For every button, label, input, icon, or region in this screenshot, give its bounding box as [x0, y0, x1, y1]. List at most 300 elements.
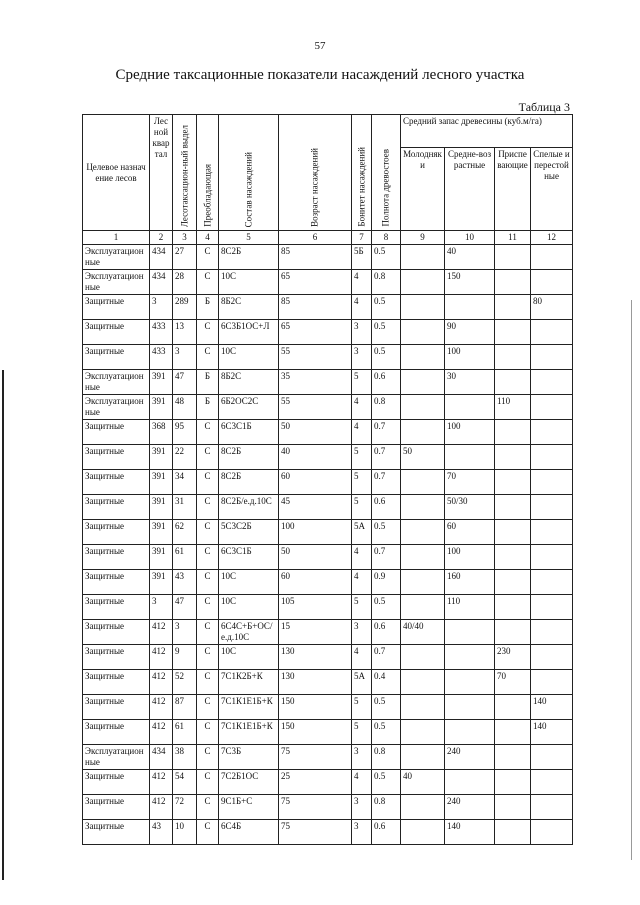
header-purpose: Целевое назначение лесов: [83, 115, 150, 231]
table-cell: 45: [279, 495, 352, 520]
table-cell: 0.6: [372, 370, 401, 395]
table-cell: 391: [150, 395, 173, 420]
table-cell: С: [197, 495, 219, 520]
table-cell: 6С3С1Б: [219, 420, 279, 445]
table-cell: 391: [150, 470, 173, 495]
table-cell: 5А: [352, 520, 372, 545]
table-cell: 50: [279, 545, 352, 570]
table-cell: 50: [279, 420, 352, 445]
column-number: 8: [372, 231, 401, 245]
table-cell: 6С4Б: [219, 820, 279, 845]
table-cell: 4: [352, 645, 372, 670]
table-cell: [531, 620, 573, 645]
table-cell: 0.9: [372, 570, 401, 595]
table-cell: 130: [279, 645, 352, 670]
table-cell: 9: [173, 645, 197, 670]
table-cell: 0.7: [372, 645, 401, 670]
table-cell: 110: [445, 595, 495, 620]
header-bonitet: Бонитет насаждений: [352, 115, 372, 231]
table-cell: [531, 370, 573, 395]
table-cell: 230: [495, 645, 531, 670]
table-cell: 3: [352, 320, 372, 345]
header-age: Возраст насаждений: [279, 115, 352, 231]
table-cell: 434: [150, 270, 173, 295]
table-cell: 0.5: [372, 295, 401, 320]
table-cell: [445, 445, 495, 470]
table-cell: [531, 345, 573, 370]
table-cell: 7С1К2Б+К: [219, 670, 279, 695]
table-cell: 3: [173, 345, 197, 370]
table-cell: 140: [445, 820, 495, 845]
table-cell: 0.4: [372, 670, 401, 695]
table-cell: [445, 770, 495, 795]
table-cell: С: [197, 695, 219, 720]
column-number: 4: [197, 231, 219, 245]
table-row: [83, 670, 573, 695]
table-cell: 4: [352, 395, 372, 420]
table-cell: Б: [197, 395, 219, 420]
table-cell: Защитные: [83, 520, 150, 545]
table-cell: [531, 270, 573, 295]
table-cell: С: [197, 670, 219, 695]
table-cell: 412: [150, 720, 173, 745]
table-cell: 54: [173, 770, 197, 795]
table-cell: С: [197, 795, 219, 820]
table-cell: [531, 595, 573, 620]
table-cell: 8С2Б: [219, 470, 279, 495]
table-cell: Защитные: [83, 495, 150, 520]
table-cell: 0.8: [372, 745, 401, 770]
table-cell: 85: [279, 245, 352, 270]
table-cell: 0.6: [372, 820, 401, 845]
table-cell: 0.6: [372, 495, 401, 520]
table-cell: [495, 445, 531, 470]
table-cell: С: [197, 520, 219, 545]
table-row: [83, 795, 573, 820]
table-cell: 391: [150, 495, 173, 520]
table-cell: 4: [352, 295, 372, 320]
table-cell: [495, 770, 531, 795]
table-cell: [495, 695, 531, 720]
table-cell: 6С3Б1ОС+Л: [219, 320, 279, 345]
table-cell: 55: [279, 395, 352, 420]
table-cell: Эксплуатационные: [83, 245, 150, 270]
table-cell: 70: [445, 470, 495, 495]
table-cell: [531, 545, 573, 570]
table-cell: 0.5: [372, 345, 401, 370]
table-cell: 60: [279, 470, 352, 495]
table-row: [83, 420, 573, 445]
table-cell: 434: [150, 745, 173, 770]
table-cell: 0.5: [372, 245, 401, 270]
table-cell: [401, 495, 445, 520]
table-cell: [445, 620, 495, 645]
table-cell: [531, 445, 573, 470]
table-cell: Б: [197, 295, 219, 320]
header-quarter: Лесной квартал: [150, 115, 173, 231]
table-cell: 368: [150, 420, 173, 445]
table-cell: 0.6: [372, 620, 401, 645]
table-cell: 4: [352, 770, 372, 795]
table-cell: 412: [150, 620, 173, 645]
table-cell: [495, 295, 531, 320]
table-cell: [531, 820, 573, 845]
table-cell: С: [197, 245, 219, 270]
table-cell: 25: [279, 770, 352, 795]
table-cell: 4: [352, 420, 372, 445]
table-cell: 10С: [219, 270, 279, 295]
table-row: [83, 320, 573, 345]
table-cell: [445, 695, 495, 720]
table-cell: 75: [279, 745, 352, 770]
table-row: [83, 445, 573, 470]
table-cell: 5: [352, 470, 372, 495]
table-cell: [531, 495, 573, 520]
table-cell: С: [197, 595, 219, 620]
table-cell: 30: [445, 370, 495, 395]
table-cell: 15: [279, 620, 352, 645]
table-cell: 412: [150, 670, 173, 695]
column-number-row: [83, 231, 573, 245]
table-cell: 60: [279, 570, 352, 595]
table-cell: 61: [173, 720, 197, 745]
table-cell: 50: [401, 445, 445, 470]
table-cell: 43: [173, 570, 197, 595]
column-number: 12: [531, 231, 573, 245]
table-cell: [445, 295, 495, 320]
table-cell: 75: [279, 820, 352, 845]
table-cell: 40: [279, 445, 352, 470]
table-row: [83, 245, 573, 270]
table-cell: С: [197, 820, 219, 845]
header-density: Полнота древостоев: [372, 115, 401, 231]
table-cell: 100: [445, 420, 495, 445]
table-cell: Защитные: [83, 720, 150, 745]
table-cell: 0.5: [372, 695, 401, 720]
table-cell: Эксплуатационные: [83, 745, 150, 770]
table-cell: С: [197, 470, 219, 495]
table-cell: [495, 520, 531, 545]
table-cell: Защитные: [83, 295, 150, 320]
table-cell: 5С3С2Б: [219, 520, 279, 545]
table-cell: [531, 795, 573, 820]
page-title: Средние таксационные показатели насаждений лесного участка: [115, 67, 525, 83]
table-cell: 50/30: [445, 495, 495, 520]
table-cell: 0.7: [372, 545, 401, 570]
header-dominant: Преобладающая: [197, 115, 219, 231]
table-cell: 0.5: [372, 720, 401, 745]
table-cell: 65: [279, 320, 352, 345]
table-cell: 22: [173, 445, 197, 470]
table-row: [83, 720, 573, 745]
table-cell: 5Б: [352, 245, 372, 270]
table-cell: [531, 395, 573, 420]
table-cell: С: [197, 545, 219, 570]
table-cell: 95: [173, 420, 197, 445]
forest-table: [82, 114, 573, 845]
table-cell: [531, 745, 573, 770]
table-row: [83, 595, 573, 620]
table-cell: 9С1Б+С: [219, 795, 279, 820]
table-cell: 4: [352, 270, 372, 295]
table-cell: Защитные: [83, 620, 150, 645]
table-cell: 150: [445, 270, 495, 295]
table-cell: [401, 245, 445, 270]
table-cell: Защитные: [83, 795, 150, 820]
table-cell: 10: [173, 820, 197, 845]
table-cell: 40: [401, 770, 445, 795]
table-cell: 7С2Б1ОС: [219, 770, 279, 795]
table-cell: 10С: [219, 570, 279, 595]
table-cell: [531, 770, 573, 795]
table-row: [83, 820, 573, 845]
header-composition: Состав насаждений: [219, 115, 279, 231]
table-cell: Защитные: [83, 645, 150, 670]
table-cell: [401, 820, 445, 845]
table-cell: [531, 245, 573, 270]
table-cell: [495, 720, 531, 745]
table-cell: 412: [150, 645, 173, 670]
table-cell: 240: [445, 795, 495, 820]
table-row: [83, 695, 573, 720]
table-row: [83, 395, 573, 420]
header-stock-group: Средний запас древесины (куб.м/га): [401, 115, 573, 148]
table-cell: 140: [531, 720, 573, 745]
table-cell: Эксплуатационные: [83, 370, 150, 395]
table-cell: 60: [445, 520, 495, 545]
column-number: 11: [495, 231, 531, 245]
table-cell: С: [197, 770, 219, 795]
table-cell: 13: [173, 320, 197, 345]
table-cell: 8Б2С: [219, 295, 279, 320]
table-cell: 38: [173, 745, 197, 770]
table-cell: [401, 270, 445, 295]
table-cell: 5: [352, 720, 372, 745]
table-cell: [401, 570, 445, 595]
table-cell: 7С1К1Е1Б+К: [219, 695, 279, 720]
table-cell: 10С: [219, 645, 279, 670]
table-cell: 3: [150, 595, 173, 620]
table-cell: 0.7: [372, 420, 401, 445]
table-cell: 434: [150, 245, 173, 270]
table-row: [83, 570, 573, 595]
table-cell: [495, 270, 531, 295]
table-cell: Защитные: [83, 595, 150, 620]
table-cell: 412: [150, 795, 173, 820]
table-cell: 105: [279, 595, 352, 620]
table-row: [83, 370, 573, 395]
table-cell: 433: [150, 345, 173, 370]
table-cell: Защитные: [83, 320, 150, 345]
table-cell: 85: [279, 295, 352, 320]
table-cell: 0.8: [372, 270, 401, 295]
table-cell: С: [197, 720, 219, 745]
table-cell: 62: [173, 520, 197, 545]
table-cell: [531, 645, 573, 670]
table-cell: [401, 320, 445, 345]
table-row: [83, 470, 573, 495]
table-cell: С: [197, 345, 219, 370]
scan-edge-line: [631, 300, 632, 860]
table-cell: 72: [173, 795, 197, 820]
table-cell: 3: [352, 620, 372, 645]
table-cell: 61: [173, 545, 197, 570]
table-cell: Б: [197, 370, 219, 395]
table-cell: 5: [352, 595, 372, 620]
table-cell: 34: [173, 470, 197, 495]
table-cell: 391: [150, 520, 173, 545]
table-cell: 3: [352, 745, 372, 770]
table-cell: 6С3С1Б: [219, 545, 279, 570]
table-cell: С: [197, 620, 219, 645]
table-cell: [531, 320, 573, 345]
table-cell: 391: [150, 445, 173, 470]
table-cell: 391: [150, 370, 173, 395]
table-cell: [401, 295, 445, 320]
table-cell: С: [197, 320, 219, 345]
table-cell: [495, 820, 531, 845]
table-cell: [401, 545, 445, 570]
table-cell: [401, 470, 445, 495]
table-cell: 3: [352, 345, 372, 370]
table-cell: [445, 670, 495, 695]
scan-margin-line: [2, 370, 4, 880]
table-cell: [531, 670, 573, 695]
table-cell: Защитные: [83, 545, 150, 570]
table-cell: Защитные: [83, 470, 150, 495]
table-cell: [495, 245, 531, 270]
table-cell: 10С: [219, 345, 279, 370]
column-number: 10: [445, 231, 495, 245]
table-row: [83, 520, 573, 545]
table-cell: [401, 695, 445, 720]
table-cell: 100: [445, 545, 495, 570]
table-row: [83, 270, 573, 295]
table-cell: 5: [352, 445, 372, 470]
table-cell: 391: [150, 545, 173, 570]
table-cell: Защитные: [83, 570, 150, 595]
table-cell: 4: [352, 545, 372, 570]
table-cell: [495, 345, 531, 370]
column-number: 3: [173, 231, 197, 245]
table-cell: 0.5: [372, 595, 401, 620]
table-cell: [401, 520, 445, 545]
table-cell: [495, 620, 531, 645]
table-cell: [495, 495, 531, 520]
table-cell: 8С2Б/е.д.10С: [219, 495, 279, 520]
table-cell: Защитные: [83, 420, 150, 445]
header-plot: Лесотаксацион-ный выдел: [173, 115, 197, 231]
table-cell: 160: [445, 570, 495, 595]
table-row: [83, 620, 573, 645]
table-cell: 80: [531, 295, 573, 320]
table-cell: 100: [279, 520, 352, 545]
table-cell: Эксплуатационные: [83, 395, 150, 420]
table-cell: 47: [173, 595, 197, 620]
table-cell: [495, 370, 531, 395]
table-row: [83, 545, 573, 570]
table-cell: [495, 470, 531, 495]
table-cell: 5А: [352, 670, 372, 695]
table-cell: 65: [279, 270, 352, 295]
table-cell: 100: [445, 345, 495, 370]
table-cell: [401, 645, 445, 670]
table-cell: С: [197, 745, 219, 770]
table-cell: [531, 520, 573, 545]
table-cell: 87: [173, 695, 197, 720]
table-cell: 31: [173, 495, 197, 520]
column-number: 6: [279, 231, 352, 245]
table-cell: С: [197, 420, 219, 445]
table-cell: С: [197, 445, 219, 470]
table-cell: 48: [173, 395, 197, 420]
table-cell: С: [197, 270, 219, 295]
table-cell: 5: [352, 495, 372, 520]
table-cell: 8Б2С: [219, 370, 279, 395]
table-cell: [401, 345, 445, 370]
table-cell: 52: [173, 670, 197, 695]
table-cell: [401, 670, 445, 695]
table-cell: 35: [279, 370, 352, 395]
table-cell: 6Б2ОС2С: [219, 395, 279, 420]
table-cell: [401, 745, 445, 770]
table-row: [83, 645, 573, 670]
table-cell: 5: [352, 695, 372, 720]
table-cell: Защитные: [83, 770, 150, 795]
table-cell: 433: [150, 320, 173, 345]
column-number: 9: [401, 231, 445, 245]
table-cell: 7С1К1Е1Б+К: [219, 720, 279, 745]
table-cell: 75: [279, 795, 352, 820]
table-cell: 412: [150, 695, 173, 720]
table-row: [83, 745, 573, 770]
table-cell: С: [197, 570, 219, 595]
table-cell: 0.7: [372, 470, 401, 495]
table-cell: 0.8: [372, 395, 401, 420]
table-body: [83, 245, 573, 845]
table-cell: 55: [279, 345, 352, 370]
table-cell: 3: [173, 620, 197, 645]
table-cell: [401, 420, 445, 445]
table-cell: 40/40: [401, 620, 445, 645]
table-cell: 150: [279, 695, 352, 720]
table-cell: [445, 395, 495, 420]
table-cell: 240: [445, 745, 495, 770]
table-cell: 27: [173, 245, 197, 270]
table-cell: [401, 595, 445, 620]
table-cell: [445, 720, 495, 745]
header-ripening: Приспевающие: [495, 148, 531, 231]
table-cell: [401, 720, 445, 745]
table-cell: [401, 795, 445, 820]
table-cell: 391: [150, 570, 173, 595]
table-cell: Защитные: [83, 445, 150, 470]
table-cell: 8С2Б: [219, 245, 279, 270]
table-row: [83, 495, 573, 520]
table-row: [83, 345, 573, 370]
table-cell: [401, 395, 445, 420]
column-number: 1: [83, 231, 150, 245]
table-cell: 43: [150, 820, 173, 845]
table-cell: [495, 320, 531, 345]
table-cell: [401, 370, 445, 395]
column-number: 7: [352, 231, 372, 245]
table-cell: [531, 570, 573, 595]
table-cell: 90: [445, 320, 495, 345]
table-cell: С: [197, 645, 219, 670]
table-cell: 70: [495, 670, 531, 695]
table-cell: Защитные: [83, 695, 150, 720]
